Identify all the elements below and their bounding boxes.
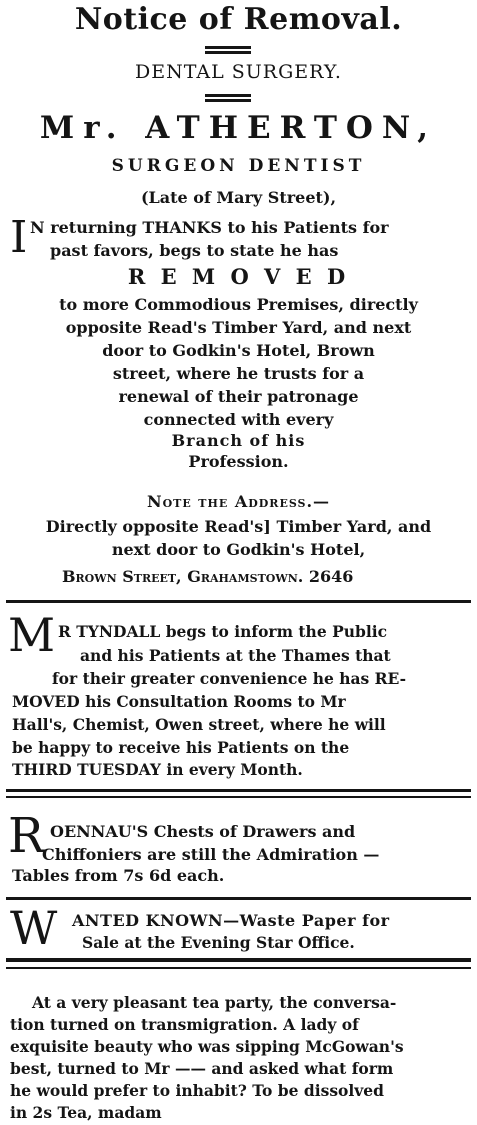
wanted-line-2: Sale at the Evening Star Office.	[82, 933, 355, 952]
notice-line-6: door to Godkin's Hotel, Brown	[102, 341, 375, 360]
tyndall-line-3: for their greater convenience he has RE-	[52, 669, 407, 688]
notice-title: Notice of Removal.	[74, 2, 403, 37]
removed-heading: R E M O V E D	[127, 264, 350, 289]
section-rule-4a	[6, 958, 471, 962]
anecdote-line-5: he would prefer to inhabit? To be dissolved	[10, 1081, 384, 1100]
notice-line-11: Profession.	[188, 452, 289, 471]
anecdote-line-4: best, turned to Mr —— and asked what form	[10, 1059, 394, 1078]
roennau-line-1: OENNAU'S Chests of Drawers and	[50, 822, 356, 841]
notice-line-9: connected with every	[143, 410, 334, 429]
anecdote-line-1: At a very pleasant tea party, the conversa-	[32, 993, 397, 1012]
section-rule-2a	[6, 789, 471, 792]
late-of: (Late of Mary Street),	[140, 188, 337, 207]
anecdote-line-2: tion turned on transmigration. A lady of	[10, 1015, 359, 1034]
notice-line-10: Branch of his	[171, 431, 306, 450]
address-line-3: Brown Street, Grahamstown. 2646	[62, 567, 354, 586]
anecdote-line-6: in 2s Tea, madam	[10, 1103, 162, 1122]
tyndall-line-1: R TYNDALL begs to inform the Public	[58, 622, 388, 641]
tyndall-line-7: THIRD TUESDAY in every Month.	[12, 760, 303, 779]
notice-line-1: N returning THANKS to his Patients for	[30, 218, 389, 237]
dentist-name: Mr. ATHERTON,	[39, 110, 438, 146]
section-rule-1	[6, 600, 471, 603]
wanted-dropcap: W	[10, 901, 58, 955]
notice-line-7: street, where he trusts for a	[112, 364, 365, 383]
tyndall-line-4: MOVED his Consultation Rooms to Mr	[12, 692, 346, 711]
roennau-line-3: Tables from 7s 6d each.	[12, 866, 225, 885]
notice-line-2: past favors, begs to state he has	[50, 241, 339, 260]
subtitle-rule	[0, 92, 477, 104]
section-rule-3	[6, 897, 471, 900]
tyndall-line-6: be happy to receive his Patients on the	[12, 738, 350, 757]
tyndall-line-5: Hall's, Chemist, Owen street, where he will	[12, 715, 386, 734]
section-rule-2b	[6, 796, 471, 798]
tyndall-dropcap: M	[8, 608, 56, 662]
section-rule-4b	[6, 967, 471, 969]
notice-line-5: opposite Read's Timber Yard, and next	[65, 318, 412, 337]
roennau-dropcap: R	[8, 808, 45, 864]
notice-dropcap: I	[10, 212, 28, 263]
note-heading: Note the Address.—	[146, 492, 331, 511]
notice-line-8: renewal of their patronage	[118, 387, 359, 406]
roennau-line-2: Chiffoniers are still the Admiration —	[42, 845, 380, 864]
anecdote-line-3: exquisite beauty who was sipping McGowan's	[10, 1037, 404, 1056]
title-rule	[0, 44, 477, 56]
address-line-2: next door to Godkin's Hotel,	[111, 540, 366, 559]
tyndall-line-2: and his Patients at the Thames that	[80, 646, 391, 665]
address-line-1: Directly opposite Read's] Timber Yard, and	[45, 517, 432, 536]
wanted-line-1: ANTED KNOWN—Waste Paper for	[72, 911, 390, 930]
notice-line-4: to more Commodious Premises, directly	[59, 295, 418, 314]
dentist-profession: SURGEON DENTIST	[111, 156, 366, 176]
notice-subtitle: DENTAL SURGERY.	[135, 61, 342, 83]
